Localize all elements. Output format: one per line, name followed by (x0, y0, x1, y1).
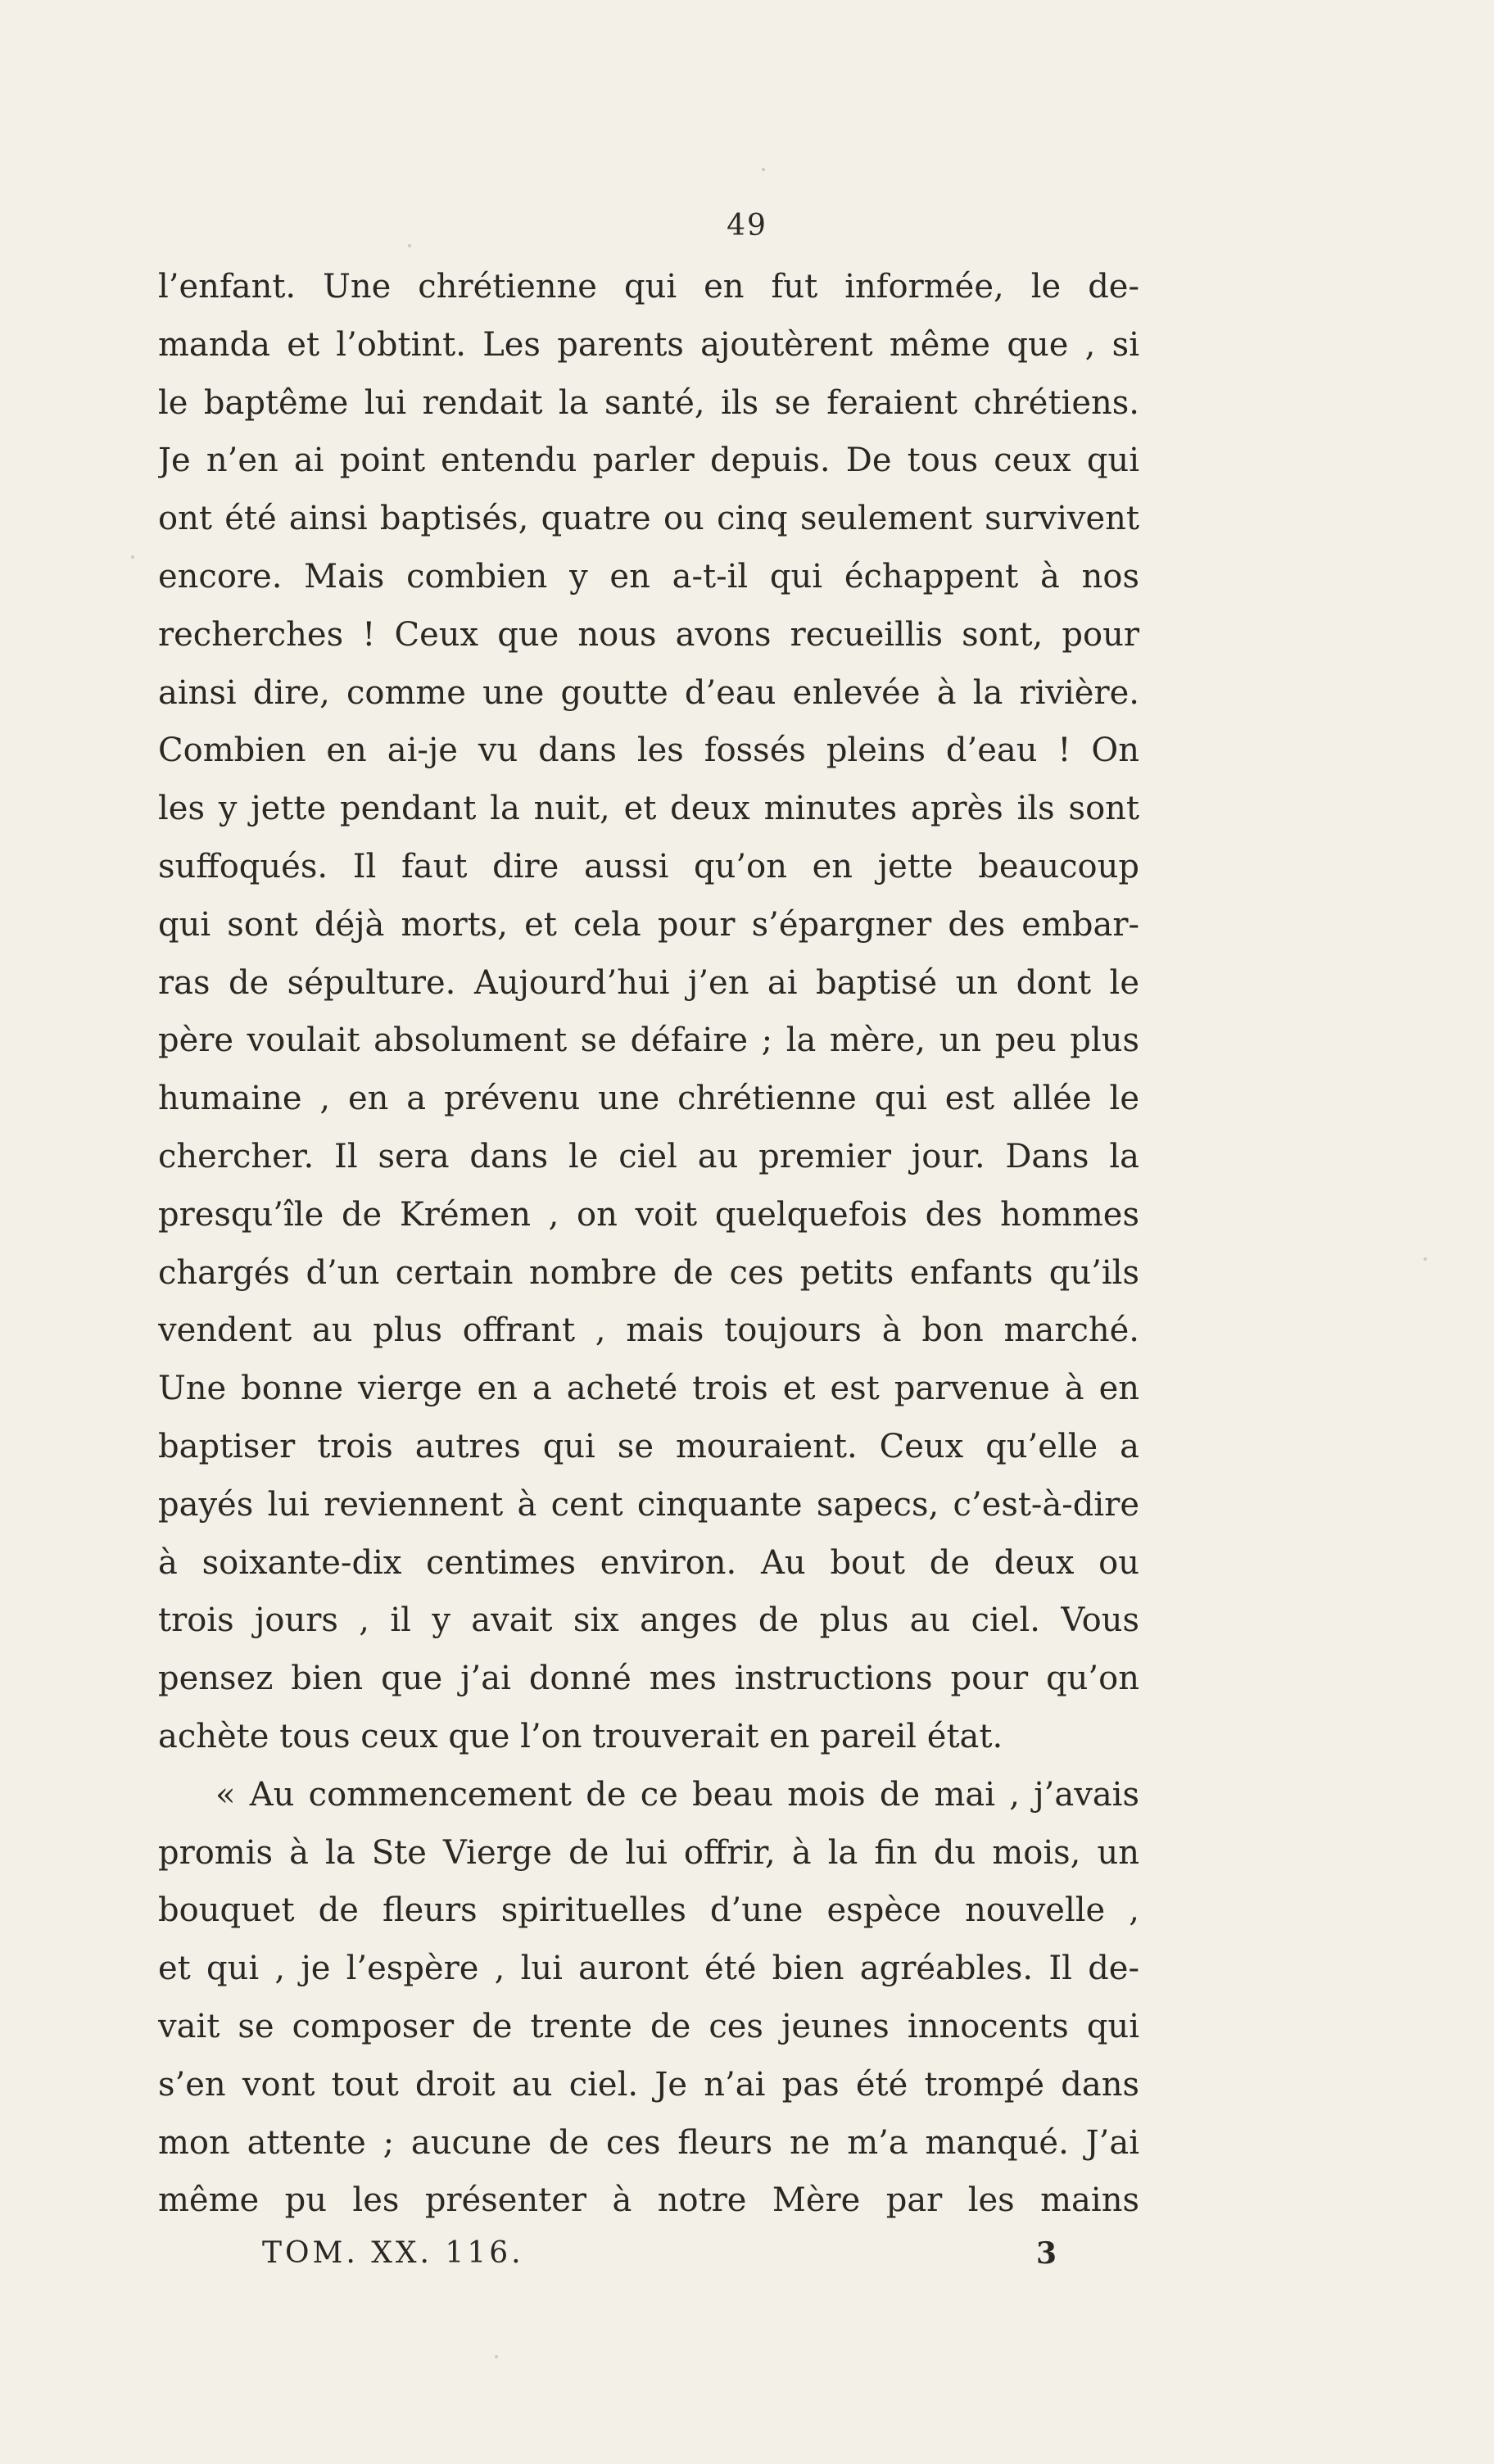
paper-speck (495, 2355, 498, 2358)
text-line: encore. Mais combien y en a-t-il qui échappent à nos (158, 557, 1139, 596)
text-line: manda et l’obtint. Les parents ajoutèrent même que , si (158, 325, 1139, 364)
text-line: humaine , en a prévenu une chrétienne qui est allée le (158, 1080, 1139, 1118)
text-line: ont été ainsi baptisés, quatre ou cinq seulement survivent (158, 500, 1139, 538)
text-line: à soixante-dix centimes environ. Au bout de deux ou (158, 1543, 1139, 1582)
text-line: père voulait absolument se défaire ; la mère, un peu plus (158, 1021, 1139, 1060)
text-line: mon attente ; aucune de ces fleurs ne m’a manqué. J’ai (158, 2123, 1139, 2162)
text-line: et qui , je l’espère , lui auront été bien agréables. Il de- (158, 1950, 1139, 1988)
text-line: trois jours , il y avait six anges de plus au ciel. Vous (158, 1601, 1139, 1640)
text-line: payés lui reviennent à cent cinquante sapecs, c’est-à-dire (158, 1485, 1139, 1524)
text-line: pensez bien que j’ai donné mes instructions pour qu’on (158, 1660, 1139, 1698)
text-line: suffoqués. Il faut dire aussi qu’on en jette beaucoup (158, 847, 1139, 886)
sheet-mark: 3 (1035, 2236, 1057, 2271)
text-line: ainsi dire, comme une goutte d’eau enlevée à la rivière. (158, 673, 1139, 712)
text-line: « Au commencement de ce beau mois de mai , j’avais (215, 1775, 1139, 1814)
page-number: 49 (727, 209, 767, 242)
text-line: baptiser trois autres qui se mouraient. Ceux qu’elle a (158, 1427, 1139, 1465)
paper-speck (1424, 1257, 1427, 1261)
paper-speck (408, 244, 411, 247)
text-line: l’enfant. Une chrétienne qui en fut informée, le de- (158, 268, 1139, 306)
body-text (158, 258, 1139, 2230)
text-line: promis à la Ste Vierge de lui offrir, à la fin du mois, un (158, 1833, 1139, 1872)
printer-signature: TOM. XX. 116. (262, 2236, 524, 2270)
text-line: même pu les présenter à notre Mère par les mains (158, 2181, 1139, 2220)
text-line: chercher. Il sera dans le ciel au premier jour. Dans la (158, 1137, 1139, 1175)
text-line: Je n’en ai point entendu parler depuis. De tous ceux qui (158, 442, 1139, 480)
text-line: les y jette pendant la nuit, et deux minutes après ils sont (158, 790, 1139, 828)
text-line: Combien en ai-je vu dans les fossés pleins d’eau ! On (158, 732, 1139, 770)
paper-speck (762, 168, 765, 171)
paper-speck (131, 555, 134, 559)
text-line: vait se composer de trente de ces jeunes innocents qui (158, 2007, 1139, 2045)
text-line: ras de sépulture. Aujourd’hui j’en ai baptisé un dont le (158, 963, 1139, 1002)
text-line: s’en vont tout droit au ciel. Je n’ai pas été trompé dans (158, 2065, 1139, 2104)
text-line: le baptême lui rendait la santé, ils se feraient chrétiens. (158, 383, 1139, 422)
text-line: vendent au plus offrant , mais toujours à bon marché. (158, 1311, 1139, 1350)
page-footer (262, 2236, 1057, 2277)
text-line: Une bonne vierge en a acheté trois et est parvenue à en (158, 1370, 1139, 1408)
text-line: presqu’île de Krémen , on voit quelquefois des hommes (158, 1195, 1139, 1234)
text-line: achète tous ceux que l’on trouverait en pareil état. (158, 1717, 1003, 1755)
text-line: chargés d’un certain nombre de ces petits enfants qu’ils (158, 1253, 1139, 1292)
text-line: recherches ! Ceux que nous avons recueillis sont, pour (158, 615, 1139, 654)
text-line: bouquet de fleurs spirituelles d’une espèce nouvelle , (158, 1891, 1139, 1930)
text-line: qui sont déjà morts, et cela pour s’épargner des embar- (158, 905, 1139, 944)
